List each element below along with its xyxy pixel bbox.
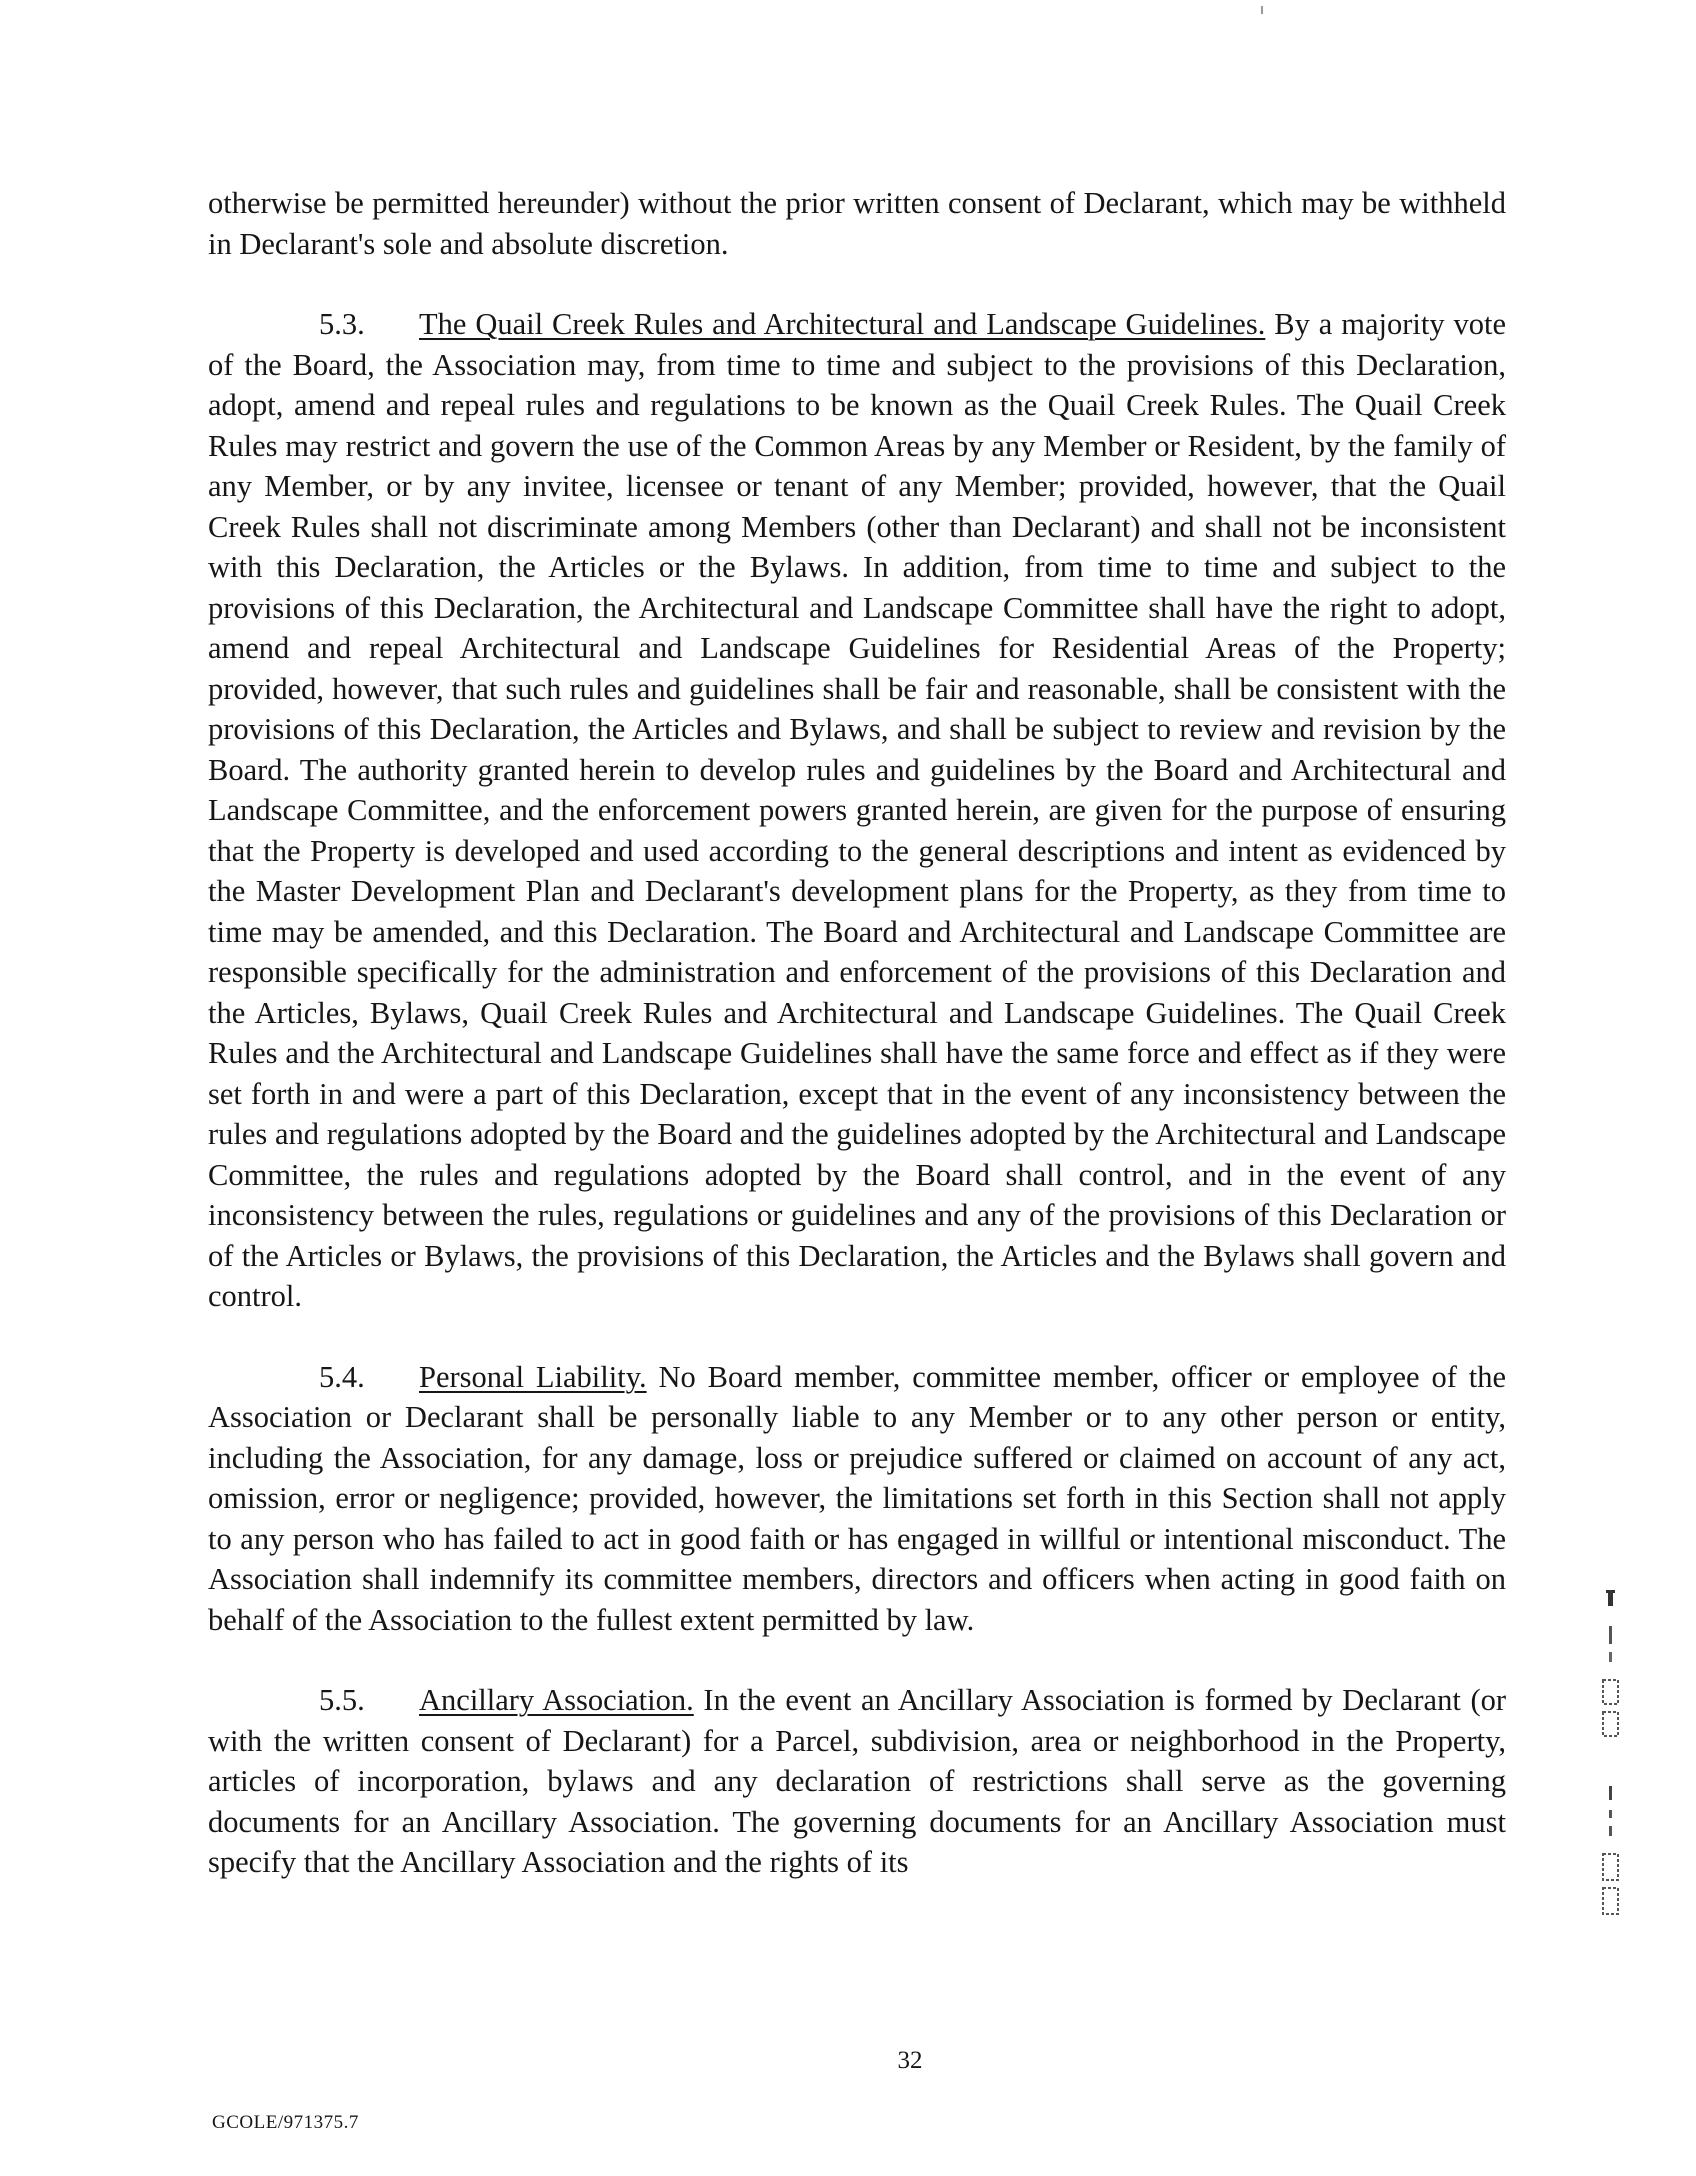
section-number: 5.4. bbox=[319, 1359, 365, 1394]
document-id: GCOLE/971375.7 bbox=[212, 2112, 359, 2133]
section-text: By a majority vote of the Board, the Association may, from time to time and subject to the provisions of this Declaration, adopt, amend and repeal rules and regulations to be known as the Quail Creek Rules. The Quail Creek Rules may restrict and govern the use of the Common Areas by any Member or Resident, by the family of any Member, or by any invitee, licensee or tenant of any Member; provided, however, that the Quail Creek Rules shall not discriminate among Members (other than Declarant) and shall not be inconsistent with this Declaration, the Articles or the Bylaws. In addition, from time to time and subject to the provisions of this Declaration, the Architectural and Landscape Committee shall have the right to adopt, amend and repeal Architectural and Landscape Guidelines for Residential Areas of the Property; provided, however, that such rules and guidelines shall be fair and reasonable, shall be consistent with the provisions of this Declaration, the Articles and Bylaws, and shall be subject to review and revision by the Board. The authority granted herein to develop rules and guidelines by the Board and Architectural and Landscape Committee, and the enforcement powers granted herein, are given for the purpose of ensuring that the Property is developed and used according to the general descriptions and intent as evidenced by the Master Development Plan and Declarant's development plans for the Property, as they from time to time may be amended, and this Declaration. The Board and Architectural and Landscape Committee are responsible specifically for the administration and enforcement of the provisions of this Declaration and the Articles, Bylaws, Quail Creek Rules and Architectural and Landscape Guidelines. The Quail Creek Rules and the Architectural and Landscape Guidelines shall have the same force and effect as if they were set forth in and were a part of this Declaration, except that in the event of any inconsistency between the rules and regulations adopted by the Board and the guidelines adopted by the Architectural and Landscape Committee, the rules and regulations adopted by the Board shall control, and in the event of any inconsistency between the rules, regulations or guidelines and any of the provisions of this Declaration or of the Articles or Bylaws, the provisions of this Declaration, the Articles and the Bylaws shall govern and control. bbox=[208, 307, 1507, 1313]
scan-mark bbox=[1261, 6, 1263, 14]
section-5-5 bbox=[208, 1680, 1506, 1883]
section-number: 5.3. bbox=[319, 307, 365, 341]
section-text: In the event an Ancillary Association is formed by Declarant (or with the written consent of Declarant) for a Parcel, subdivision, area or neighborhood in the Property, articles of incorporation, bylaws and any declaration of restrictions shall serve as the governing documents for an Ancillary Association. The governing documents for an Ancillary Association must specify that the Ancillary Association and the rights of its bbox=[208, 1683, 1507, 1879]
section-number: 5.5. bbox=[319, 1683, 365, 1717]
paragraph-continuation bbox=[208, 183, 1506, 264]
section-text: No Board member, committee member, officer or employee of the Association or Declarant shall be personally liable to any Member or to any other person or entity, including the Association, for any damage, loss or prejudice suffered or claimed on account of any act, omission, error or negligence; provided, however, the limitations set forth in this Section shall not apply to any person who has failed to act in good faith or has engaged in willful or intentional misconduct. The Association shall indemnify its committee members, directors and officers when acting in good faith on behalf of the Association to the fullest extent permitted by law. bbox=[208, 1359, 1506, 1637]
section-heading: Personal Liability. bbox=[419, 1359, 647, 1394]
paragraph-text: otherwise be permitted hereunder) without the prior written consent of Declarant, which may be withheld in Declarant's sole and absolute discretion. bbox=[208, 186, 1506, 261]
document-body bbox=[208, 183, 1506, 1923]
section-heading: The Quail Creek Rules and Architectural and Landscape Guidelines. bbox=[419, 307, 1266, 341]
section-5-3 bbox=[208, 304, 1506, 1317]
page-number: 32 bbox=[897, 2047, 923, 2074]
section-5-4 bbox=[208, 1357, 1506, 1641]
recording-stamp-mark bbox=[1594, 1784, 1628, 1930]
recording-stamp-mark bbox=[1594, 1588, 1628, 1748]
section-heading: Ancillary Association. bbox=[419, 1683, 694, 1717]
